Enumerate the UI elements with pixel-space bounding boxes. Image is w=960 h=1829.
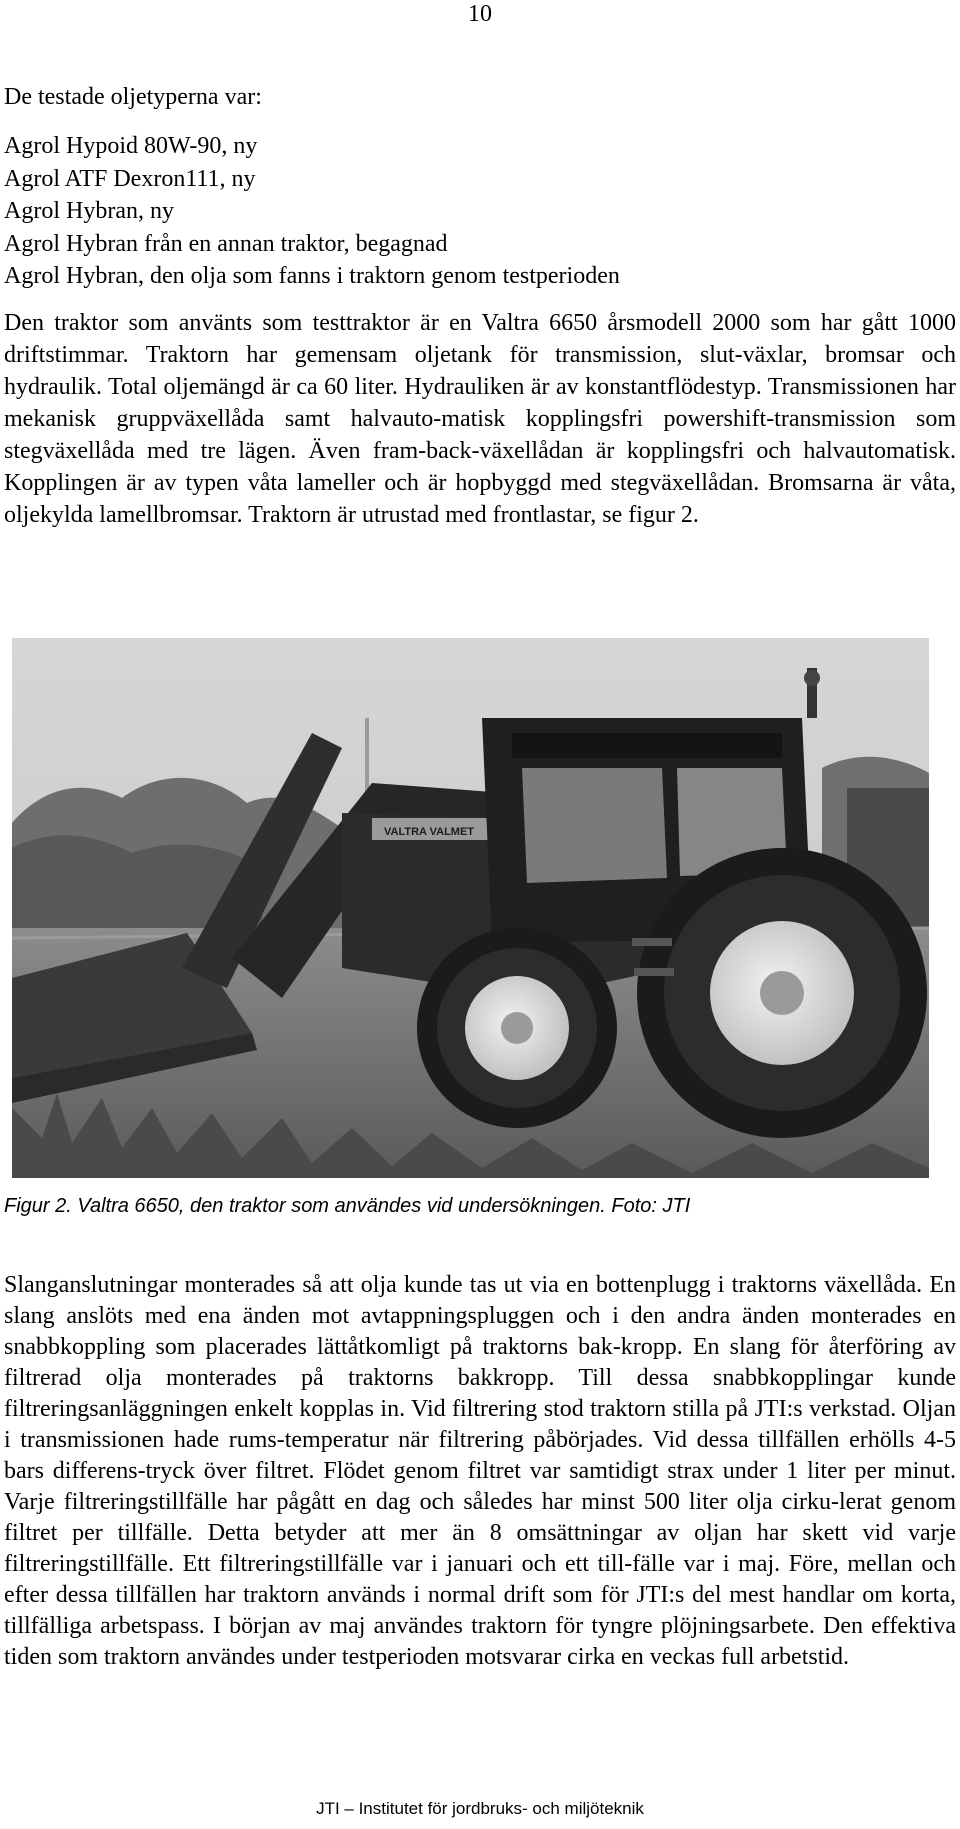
oil-type-list <box>4 130 620 293</box>
photo-sign-label: VALTRA VALMET <box>384 826 475 838</box>
page-number: 10 <box>468 1 492 27</box>
list-item: Agrol Hybran, den olja som fanns i traktorn genom testperioden <box>4 263 620 289</box>
list-item: Agrol Hybran, ny <box>4 198 174 224</box>
page-footer: JTI – Institutet för jordbruks- och miljöteknik <box>316 1799 644 1818</box>
list-item: Agrol Hypoid 80W-90, ny <box>4 133 258 159</box>
list-item: Agrol Hybran från en annan traktor, begagnad <box>4 230 448 257</box>
paragraph-hose-connection: Slanganslutningar monterades så att olja kunde tas ut via en bottenplugg i traktorns växellåda. En slang anslöts med ena änden mot avtappningspluggen och i den andra änden monterades en snabbkoppling som placerades lättåtkomligt på traktorns bak-kropp. En slang för återföring av filtrerad olja monterades på traktorns bakkropp. Till dessa snabbkopplingar kunde filtreringsanläggningen enkelt kopplas in. Vid filtrering stod traktorn stilla på JTI:s verkstad. Oljan i transmissionen hade rums-temperatur när filtrering påbörjades. Vid dessa tillfällen erhölls 4-5 bars differens-tryck över filtret. Flödet genom filtret var samtidigt strax under 1 liter per minut. Varje filtreringstillfälle har pågått en dag och således har minst 500 liter olja cirku-lerat genom filtret per tillfälle. Detta betyder att mer än 8 omsättningar av oljan har skett vid varje filtreringstillfälle. Ett filtreringstillfälle var i januari och ett till-fälle var i maj. Före, mellan och efter dessa tillfällen har traktorn används i normal drift som för JTI:s del mest handlar om korta, tillfälliga arbetspass. I början av maj användes traktorn för tyngre plöjningsarbete. Den effektiva tiden som traktorn användes under testperioden motsvarar cirka en veckas full arbetstid. <box>4 1272 956 1670</box>
tractor-photo <box>12 638 929 1178</box>
figure-caption: Figur 2. Valtra 6650, den traktor som användes vid undersökningen. Foto: JTI <box>4 1195 691 1217</box>
list-item: Agrol ATF Dexron111, ny <box>4 165 256 192</box>
paragraph-tractor-description: Den traktor som använts som testtraktor är en Valtra 6650 årsmodell 2000 som har gått 1000 driftstimmar. Traktorn har gemensam oljetank för transmission, slut-växlar, bromsar och hydraulik. Total oljemängd är ca 60 liter. Hydrauliken är av konstantflödestyp. Transmissionen har mekanisk gruppväxellåda samt halvauto-matisk kopplingsfri powershift-transmission som stegväxellåda med tre lägen. Även fram-back-växellådan är kopplingsfri och halvautomatisk. Kopplingen är av typen våta lameller och är hopbyggd med stegväxellådan. Bromsarna är våta, oljekylda lamellbromsar. Traktorn är utrustad med frontlastar, se figur 2. <box>4 310 956 528</box>
intro-heading: De testade oljetyperna var: <box>4 84 262 110</box>
